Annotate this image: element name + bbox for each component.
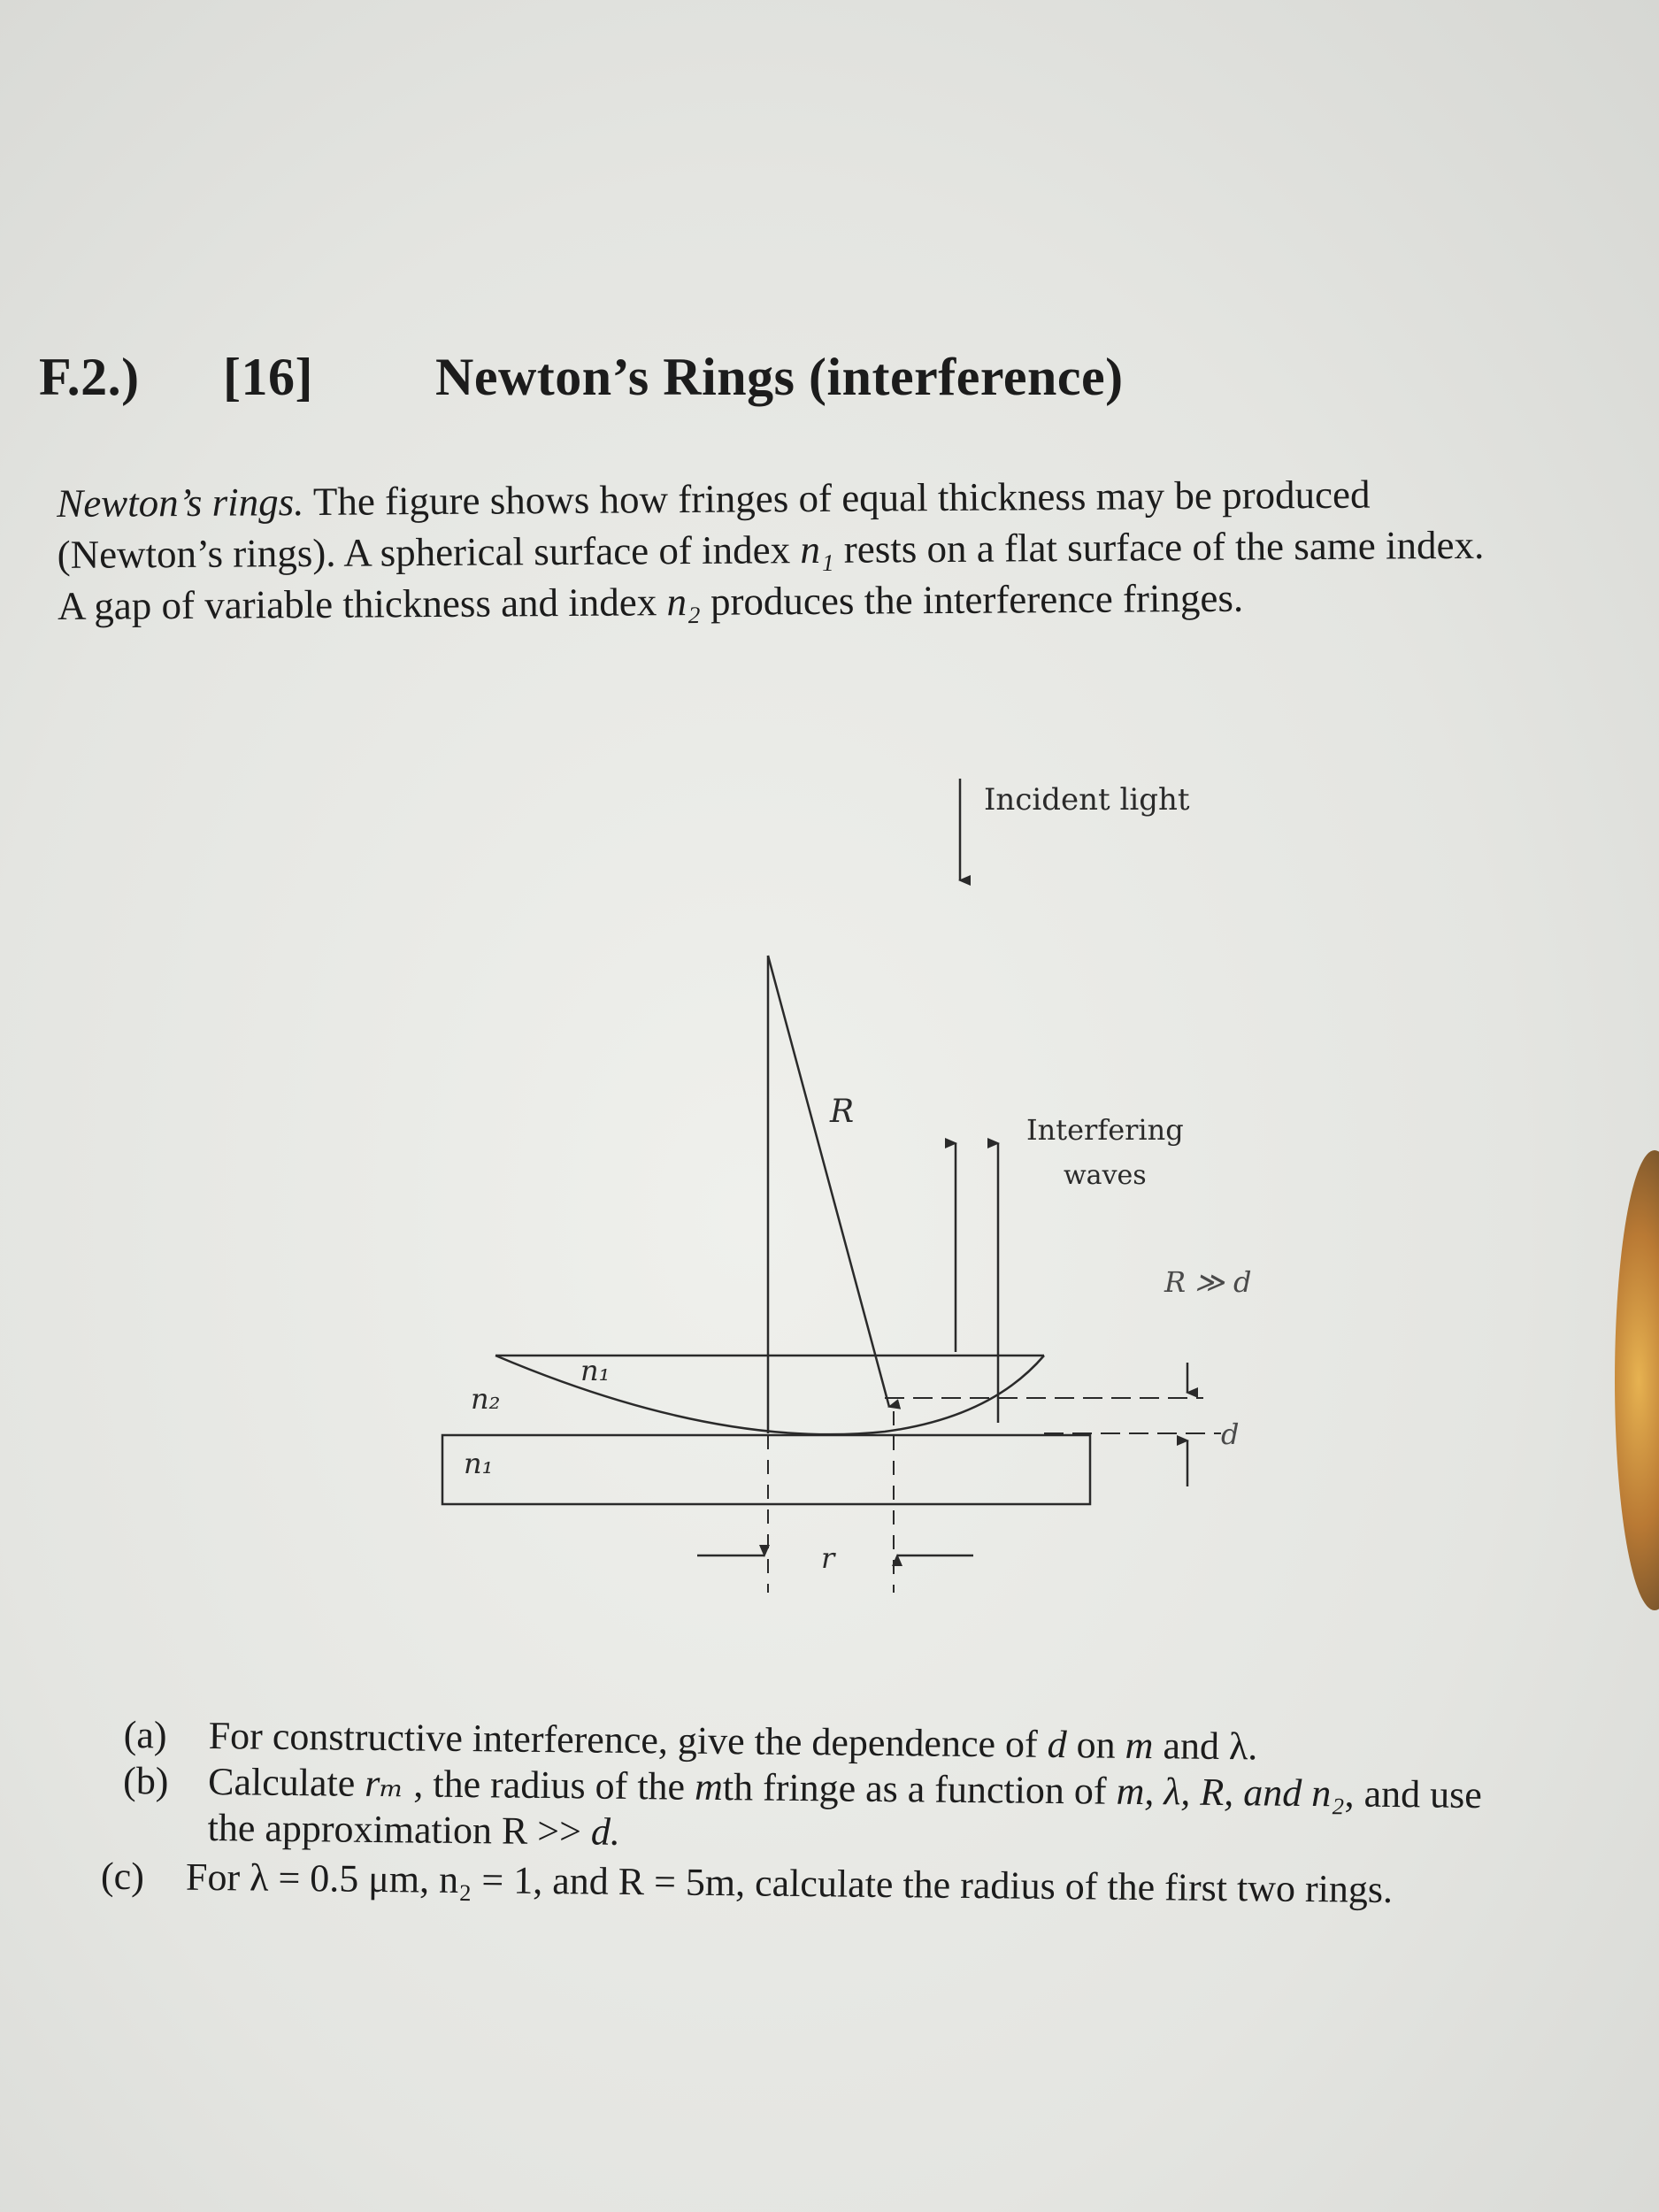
- question-a-on: on: [1066, 1723, 1125, 1767]
- question-a-d: d: [1047, 1722, 1067, 1767]
- question-a-label: (a): [123, 1713, 167, 1757]
- newtons-rings-diagram: [425, 761, 1327, 1610]
- approximation-label: R ≫ d: [1164, 1265, 1252, 1299]
- radius-label: R: [830, 1094, 855, 1130]
- question-b-d: d.: [590, 1809, 621, 1854]
- question-b-vars: m, λ, R, and n₂: [1116, 1769, 1345, 1816]
- question-a-text: For constructive interference, give the dependence of: [208, 1714, 1048, 1766]
- question-c-text: For λ = 0.5 μm, n₂ = 1, and R = 5m, calculate the radius of the first two rings.: [185, 1855, 1394, 1912]
- question-b-text-2: , the radius of the: [403, 1762, 695, 1809]
- question-b-text-4: , and use the approximation R >>: [207, 1771, 1483, 1854]
- question-list: [100, 1712, 1540, 1915]
- question-a-and: and λ.: [1153, 1724, 1258, 1769]
- plate-index-label: n₁: [464, 1447, 494, 1480]
- question-c-label: (c): [100, 1854, 145, 1899]
- question-b-rm: rₘ: [365, 1761, 404, 1806]
- ring-radius-label: r: [821, 1541, 835, 1575]
- intro-paragraph: [57, 468, 1509, 632]
- problem-title: Newton’s Rings (interference): [435, 348, 1124, 406]
- incident-light-label: Incident light: [984, 782, 1190, 818]
- intro-sentence-3: produces the interference fringes.: [700, 575, 1244, 624]
- problem-heading: [39, 347, 1124, 408]
- intro-lead: Newton’s rings.: [57, 480, 304, 526]
- question-b-text-3: th fringe as a function of: [722, 1765, 1117, 1813]
- question-b-m: m: [694, 1764, 724, 1809]
- flat-plate: [442, 1435, 1090, 1504]
- question-b-label: (b): [122, 1758, 169, 1803]
- intro-sentence-1: The figure shows how fringes of equal thickness may be produced (Newton’s rings). A spherical surface of index: [57, 472, 1371, 577]
- lens-index-label: n₁: [580, 1354, 611, 1387]
- radius-line: [768, 956, 889, 1407]
- outside-index-label: n₂: [471, 1382, 501, 1416]
- interfering-waves-label-1: Interfering: [1026, 1113, 1184, 1147]
- intro-sentence-2: rests on a flat surface of the same index. A gap of variable thickness and index: [57, 522, 1485, 628]
- interfering-waves-label-2: waves: [1064, 1160, 1147, 1191]
- problem-points: [16]: [223, 348, 313, 406]
- question-a-m: m: [1125, 1723, 1154, 1768]
- intro-n2: n₂: [666, 579, 701, 625]
- lens-curved-surface: [495, 1356, 1044, 1434]
- thickness-label: d: [1221, 1417, 1240, 1451]
- question-b: [122, 1758, 1539, 1865]
- intro-n1: n₁: [800, 526, 834, 572]
- question-b-text-1: Calculate: [207, 1760, 365, 1805]
- problem-number: F.2.): [39, 348, 140, 406]
